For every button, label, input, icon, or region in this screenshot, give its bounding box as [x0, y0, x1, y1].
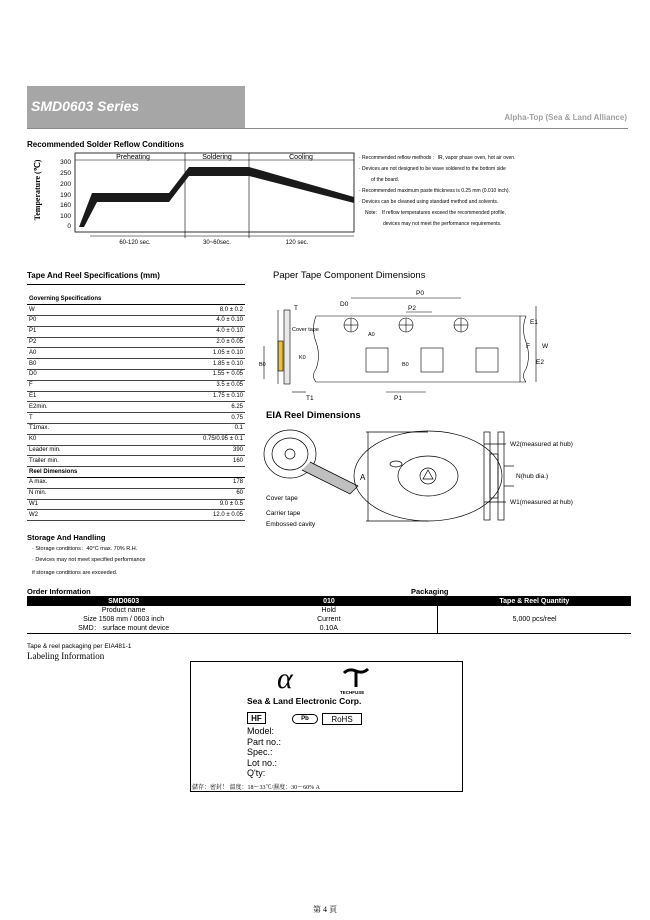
spec-row — [27, 510, 245, 521]
order-cell: 5,000 pcs/reel — [438, 615, 631, 624]
label-fields — [247, 726, 281, 779]
label-corp-name: Sea & Land Electronic Corp. — [247, 696, 362, 706]
eia-reel-title: EIA Reel Dimensions — [266, 410, 361, 421]
spec-row — [27, 488, 245, 499]
alpha-logo-icon: α — [277, 662, 293, 695]
label-b0-side: B0 — [259, 362, 266, 368]
y-tick: 160 — [60, 202, 71, 209]
spec-label: T1max. — [27, 424, 165, 435]
spec-row — [27, 359, 245, 370]
spec-label: K0 — [27, 434, 165, 445]
spec-label: A max. — [27, 478, 165, 489]
spec-row — [27, 348, 245, 359]
spec-row — [27, 478, 245, 489]
storage-line: if storage conditions are exceeded. — [32, 570, 118, 576]
spec-value: 12.0 ± 0.05 — [165, 510, 245, 521]
spec-value — [165, 467, 245, 478]
spec-label: Leader min. — [27, 445, 165, 456]
order-header-model: SMD0603 — [27, 596, 220, 606]
pb-free-badge: Pb — [292, 714, 318, 724]
side-component — [278, 341, 283, 371]
label-storage-note: 儲存：密封！ 溫度：18～33℃/濕度：30～60% A — [192, 785, 320, 791]
label-p0: P0 — [416, 290, 424, 297]
order-footnote: Tape & reel packaging per EIA481-1 — [27, 643, 132, 650]
sample-label — [190, 661, 463, 792]
series-title: SMD0603 Series — [31, 98, 140, 114]
spec-rule — [27, 284, 245, 285]
reflow-note: Note： If reflow temperatures exceed the recommended profile, — [365, 210, 506, 216]
spec-row — [27, 499, 245, 510]
spec-row — [27, 402, 245, 413]
spec-value: 178 — [165, 478, 245, 489]
order-cell: Size 1508 mm / 0603 inch — [83, 616, 165, 623]
spec-value: 60 — [165, 488, 245, 499]
spec-value: 390 — [165, 445, 245, 456]
spec-value: 1.85 ± 0.10 — [165, 359, 245, 370]
duration-soldering: 30~60sec. — [203, 240, 231, 246]
spec-label: N min. — [27, 488, 165, 499]
label-f: F — [526, 343, 530, 350]
y-tick: 0 — [67, 223, 71, 230]
side-cover-layer — [284, 310, 290, 384]
spec-label: P2 — [27, 337, 165, 348]
label-embossed-cavity: Embossed cavity — [266, 521, 316, 528]
label-a0: A0 — [368, 332, 375, 338]
rohs-badge: RoHS — [322, 713, 362, 725]
reflow-profile-band — [79, 167, 354, 227]
spec-label: W2 — [27, 510, 165, 521]
reflow-notes — [359, 153, 599, 230]
y-tick: 190 — [60, 192, 71, 199]
label-b0: B0 — [402, 362, 409, 368]
spec-value: 1.55 + 0.05 — [165, 370, 245, 381]
tape-reel-spec-table — [27, 294, 245, 521]
order-cell: Product name — [101, 607, 146, 614]
large-reel-face — [354, 431, 502, 521]
spec-row — [27, 316, 245, 327]
reflow-note: · Devices can be cleaned using standard method and solvents. — [359, 199, 499, 205]
label-w1: W1(measured at hub) — [510, 499, 573, 506]
duration-preheating: 60-120 sec. — [119, 240, 151, 246]
label-w: W — [542, 343, 549, 350]
reel-side-profile — [484, 432, 490, 520]
spec-row — [27, 445, 245, 456]
spec-value: 3.5 ± 0.05 — [165, 380, 245, 391]
labeling-title: Labeling Information — [27, 651, 105, 661]
spec-row — [27, 380, 245, 391]
y-tick: 100 — [60, 213, 71, 220]
spec-row — [27, 434, 245, 445]
label-a: A — [360, 473, 366, 482]
spec-value: 9.0 ± 0.5 — [165, 499, 245, 510]
storage-line: · Storage conditions：40°C max. 70% R.H. — [32, 546, 138, 552]
spec-label: E1 — [27, 391, 165, 402]
spec-row — [27, 413, 245, 424]
spec-value: 160 — [165, 456, 245, 467]
techfuse-brand: TECHFUSE — [340, 690, 365, 695]
spec-value: 0.1 — [165, 424, 245, 435]
label-w2: W2(measured at hub) — [510, 441, 573, 448]
phase-preheating: Preheating — [116, 154, 150, 161]
phase-cooling: Cooling — [289, 154, 313, 161]
spec-value — [165, 294, 245, 305]
spec-label: P1 — [27, 326, 165, 337]
label-field: Lot no.: — [247, 757, 278, 768]
order-table-wrap — [27, 596, 631, 634]
reflow-title: Recommended Solder Reflow Conditions — [27, 140, 184, 149]
plot-frame — [75, 153, 354, 232]
label-field: Part no.: — [247, 736, 282, 747]
tape-reel-title: Tape And Reel Specifications (mm) — [27, 271, 160, 280]
label-t1: T1 — [306, 395, 314, 402]
label-d0: D0 — [340, 301, 349, 308]
spec-label: W1 — [27, 499, 165, 510]
label-carrier-tape: Carrier tape — [266, 510, 301, 517]
hf-badge: HF — [247, 712, 266, 724]
packaging-label: Packaging — [411, 587, 449, 596]
spec-group-row — [27, 294, 245, 305]
order-title: Order Information — [27, 587, 91, 596]
spec-row — [27, 337, 245, 348]
spec-row — [27, 370, 245, 381]
spec-value: 4.0 ± 0.10 — [165, 326, 245, 337]
storage-line: · Devices may not meet specified performance — [32, 557, 146, 563]
y-tick: 250 — [60, 170, 71, 177]
spec-label: Governing Specifications — [27, 294, 165, 305]
spec-row — [27, 456, 245, 467]
spec-value: 8.0 ± 0.2 — [165, 305, 245, 316]
company-name: Alpha-Top (Sea & Land Alliance) — [504, 113, 627, 122]
spec-label: Reel Dimensions — [27, 467, 165, 478]
spec-label: A0 — [27, 348, 165, 359]
order-cell: Hold — [321, 607, 336, 614]
spec-value: 1.05 ± 0.10 — [165, 348, 245, 359]
paper-tape-title: Paper Tape Component Dimensions — [273, 270, 426, 281]
storage-title: Storage And Handling — [27, 533, 106, 542]
spec-value: 2.0 ± 0.05 — [165, 337, 245, 348]
label-field: Spec.: — [247, 747, 273, 757]
spec-row — [27, 391, 245, 402]
label-cover-tape: Cover tape — [266, 495, 298, 502]
storage-list — [32, 544, 145, 579]
order-cell: 0.10A — [220, 624, 437, 634]
label-t: T — [294, 305, 298, 312]
spec-label: W — [27, 305, 165, 316]
label-e1: E1 — [530, 319, 538, 326]
spec-label: B0 — [27, 359, 165, 370]
spec-row — [27, 305, 245, 316]
order-header-quantity: Tape & Reel Quantity — [438, 596, 631, 606]
spec-label: D0 — [27, 370, 165, 381]
spec-label: F — [27, 380, 165, 391]
spec-value: 1.75 ± 0.10 — [165, 391, 245, 402]
spec-label: Trailer min. — [27, 456, 165, 467]
spec-value: 6.25 — [165, 402, 245, 413]
header-divider — [27, 128, 628, 129]
reflow-profile-chart — [27, 150, 359, 250]
component-cavity — [366, 348, 388, 372]
spec-label: T — [27, 413, 165, 424]
order-cell — [438, 624, 631, 634]
spec-label: P0 — [27, 316, 165, 327]
order-cell: SMD： surface mount device — [27, 624, 220, 634]
paper-tape-diagram — [256, 284, 556, 409]
duration-cooling: 120 sec. — [285, 240, 309, 246]
spec-row — [27, 424, 245, 435]
reflow-note: of the board. — [371, 177, 400, 183]
order-cell: Current — [317, 616, 341, 623]
spec-label: E2min. — [27, 402, 165, 413]
spec-group-row — [27, 467, 245, 478]
component-cavity — [476, 348, 498, 372]
order-cell — [438, 606, 631, 615]
page-number: 第 4 頁 — [313, 905, 337, 914]
label-p2: P2 — [408, 305, 416, 312]
label-field: Model: — [247, 726, 275, 736]
reflow-note: · Devices are not designed to be wave soldered to the bottom side — [359, 166, 506, 172]
order-table — [27, 596, 631, 634]
reflow-note: devices may not meet the performance requirements. — [383, 221, 502, 227]
order-header-code: 010 — [220, 596, 437, 606]
reflow-note: · Recommended reflow methods ：IR, vapor phase oven, hot air oven. — [359, 155, 516, 161]
eia-reel-diagram — [258, 424, 598, 534]
component-cavity — [421, 348, 443, 372]
spec-value: 4.0 ± 0.10 — [165, 316, 245, 327]
phase-soldering: Soldering — [202, 154, 232, 161]
label-p1: P1 — [394, 395, 402, 402]
tape-feed — [302, 462, 358, 494]
reflow-note: · Recommended maximum paste thickness is 0.25 mm (0.010 inch). — [359, 188, 510, 194]
spec-value: 0.75/0.95 ± 0.1 — [165, 434, 245, 445]
reflow-y-label: Temperature (℃) — [33, 159, 42, 221]
label-k0: K0 — [299, 355, 306, 361]
spec-row — [27, 326, 245, 337]
label-n: N(hub dia.) — [516, 473, 549, 480]
label-e2: E2 — [536, 359, 544, 366]
label-field: Q'ty: — [247, 768, 266, 778]
y-tick: 200 — [60, 181, 71, 188]
label-cover-tape: Cover tape — [292, 327, 319, 333]
y-tick: 300 — [60, 159, 71, 166]
spec-value: 0.75 — [165, 413, 245, 424]
